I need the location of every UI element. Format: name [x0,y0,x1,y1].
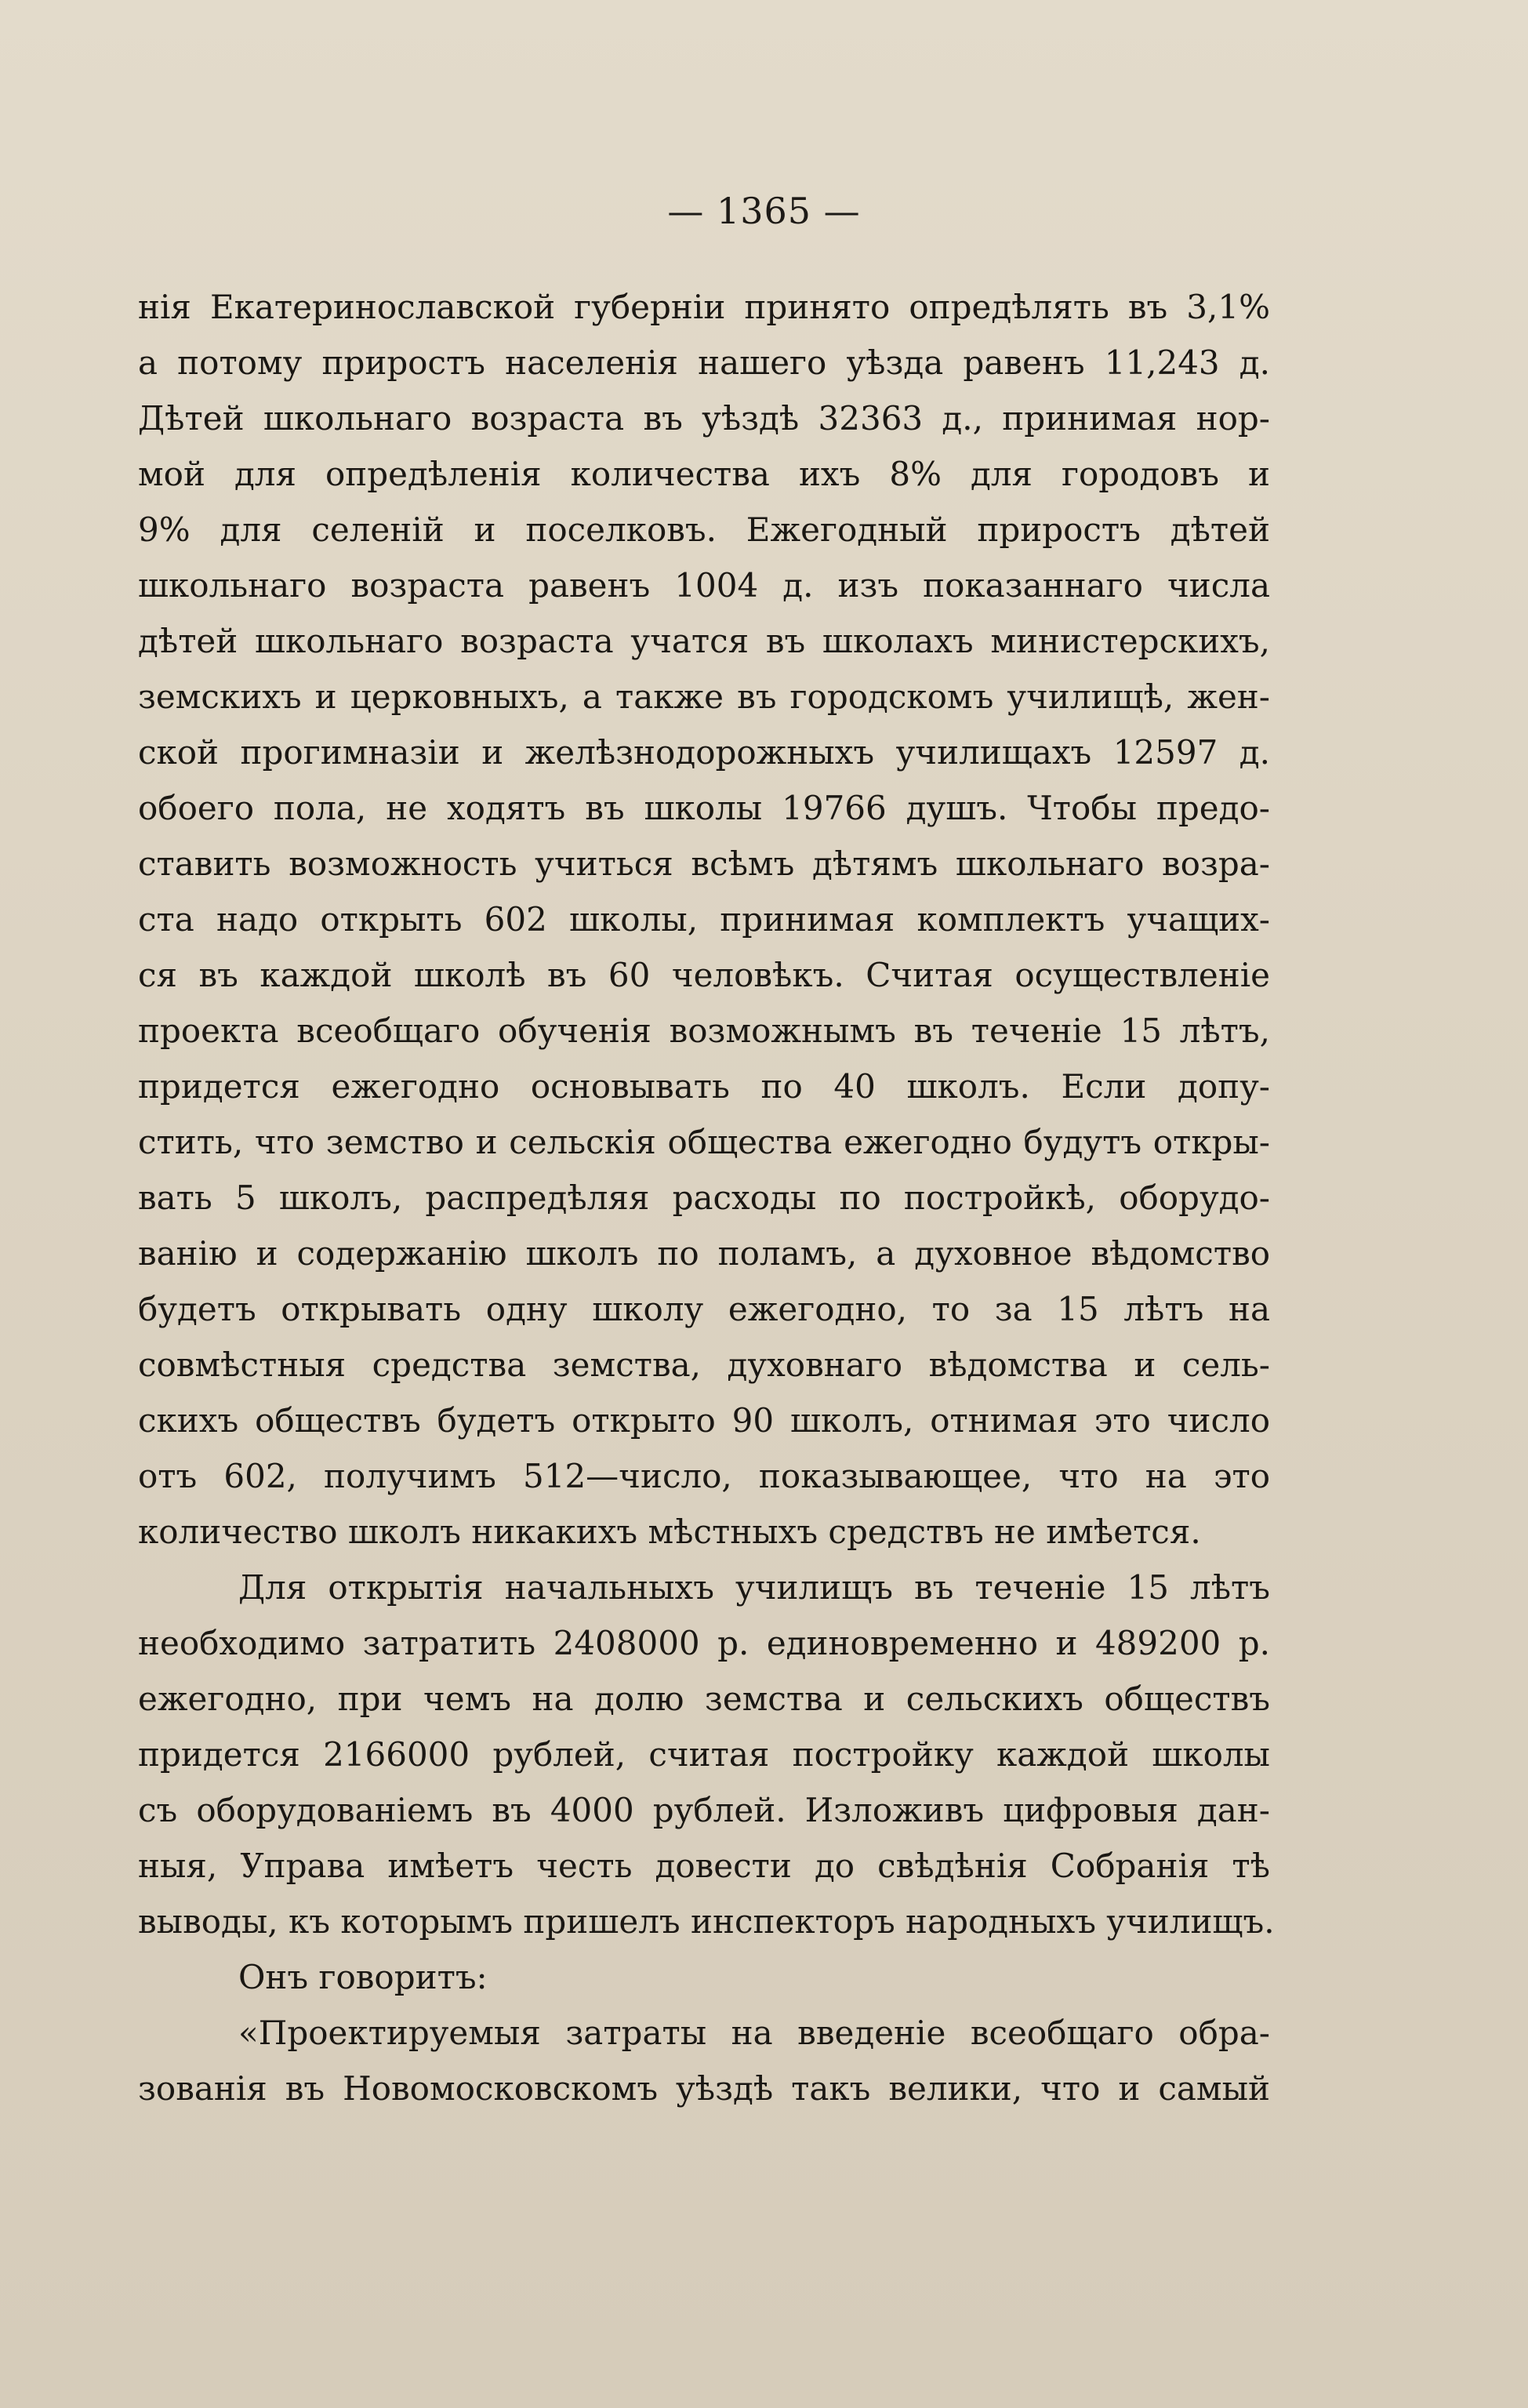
text-line: съ оборудованіемъ въ 4000 рублей. Изложивъ цифровыя дан- [138,1791,1270,1829]
text-line: Для открытія начальныхъ училищъ въ теченіе 15 лѣтъ [238,1568,1270,1607]
text-line: нія Екатеринославской губерніи принято опредѣлять въ 3,1% [138,288,1270,326]
text-line: придется 2166000 рублей, считая постройку каждой школы [138,1735,1270,1774]
text-line: проекта всеобщаго обученія возможнымъ въ теченіе 15 лѣтъ, [138,1012,1270,1050]
text-line: мой для опредѣленія количества ихъ 8% для городовъ и [138,455,1270,493]
text-line: вать 5 школъ, распредѣляя расходы по постройкѣ, оборудо- [138,1179,1270,1217]
text-line: отъ 602, получимъ 512—число, показывающее, что на это [138,1457,1270,1495]
text-line: Дѣтей школьнаго возраста въ уѣздѣ 32363 д., принимая нор- [138,399,1270,438]
text-line: ванію и содержанію школъ по поламъ, а духовное вѣдомство [138,1234,1270,1273]
text-line: дѣтей школьнаго возраста учатся въ школахъ министерскихъ, [138,622,1270,660]
text-line: Онъ говоритъ: [238,1958,488,1996]
text-line: ся въ каждой школѣ въ 60 человѣкъ. Считая осуществленіе [138,956,1270,994]
text-line: будетъ открывать одну школу ежегодно, то за 15 лѣтъ на [138,1290,1270,1328]
page-number: — 1365 — [667,190,861,232]
text-line: придется ежегодно основывать по 40 школъ. Если допу- [138,1067,1270,1106]
body-text [138,279,1275,2116]
text-line: ежегодно, при чемъ на долю земства и сельскихъ обществъ [138,1680,1270,1718]
text-line: стить, что земство и сельскія общества ежегодно будутъ откры- [138,1123,1270,1161]
text-line: ставить возможность учиться всѣмъ дѣтямъ школьнаго возра- [138,844,1270,883]
text-line: а потому приростъ населенія нашего уѣзда равенъ 11,243 д. [138,343,1270,382]
text-line: ской прогимназіи и желѣзнодорожныхъ училищахъ 12597 д. [138,733,1270,772]
text-line: скихъ обществъ будетъ открыто 90 школъ, отнимая это число [138,1401,1270,1440]
text-line: выводы, къ которымъ пришелъ инспекторъ народныхъ училищъ. [138,1902,1275,1941]
text-line: количество школъ никакихъ мѣстныхъ средствъ не имѣется. [138,1513,1201,1551]
text-line: ста надо открыть 602 школы, принимая комплектъ учащих- [138,900,1270,939]
text-line: «Проектируемыя затраты на введеніе всеобщаго обра- [238,2014,1270,2052]
text-line: необходимо затратить 2408000 р. единовременно и 489200 р. [138,1624,1270,1662]
text-line: школьнаго возраста равенъ 1004 д. изъ показаннаго числа [138,566,1270,605]
text-line: обоего пола, не ходятъ въ школы 19766 душъ. Чтобы предо- [138,789,1270,827]
text-line: зованія въ Новомосковскомъ уѣздѣ такъ велики, что и самый [138,2069,1270,2108]
text-line: ныя, Управа имѣетъ честь довести до свѣдѣнія Собранія тѣ [138,1847,1270,1885]
text-line: совмѣстныя средства земства, духовнаго вѣдомства и сель- [138,1346,1270,1384]
text-line: земскихъ и церковныхъ, а также въ городскомъ училищѣ, жен- [138,677,1270,716]
text-line: 9% для селеній и поселковъ. Ежегодный приростъ дѣтей [138,510,1270,549]
